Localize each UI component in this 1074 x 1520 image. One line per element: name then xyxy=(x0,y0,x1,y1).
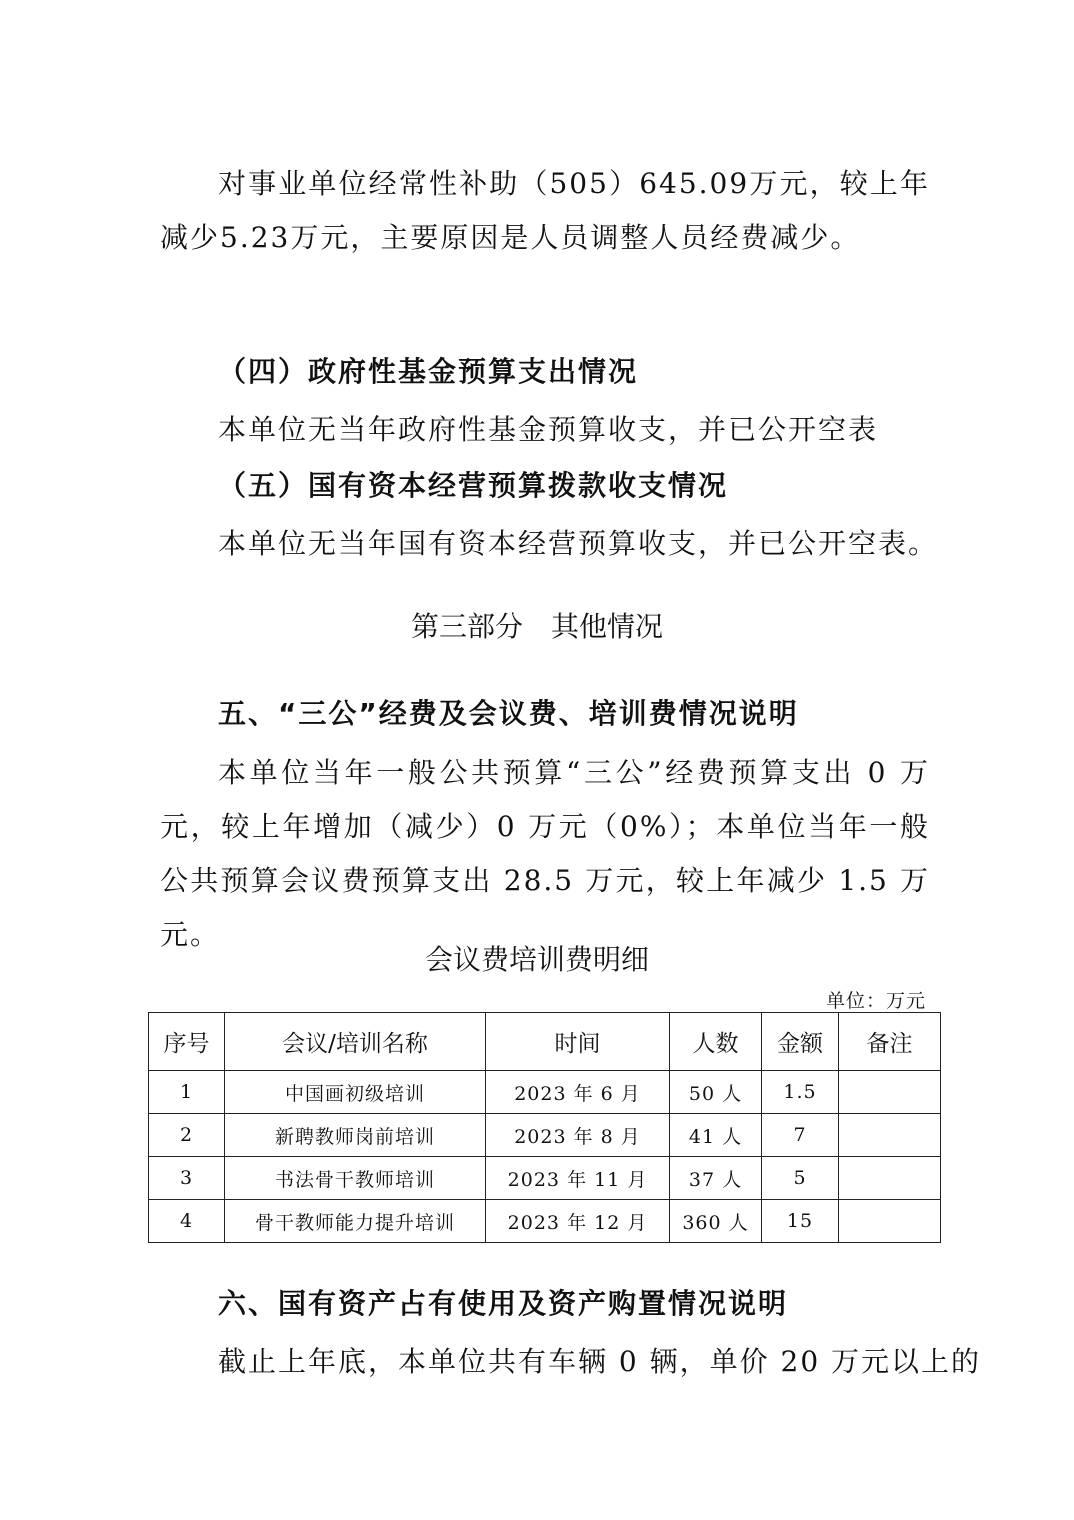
paragraph-assets: 截止上年底，本单位共有车辆 0 辆，单价 20 万元以上的 xyxy=(218,1345,982,1378)
cell-time: 2023 年 11 月 xyxy=(486,1157,670,1200)
cell-remark xyxy=(839,1114,941,1157)
part-three-title: 第三部分 其他情况 xyxy=(410,610,663,643)
cell-index: 1 xyxy=(149,1071,225,1114)
cell-index: 4 xyxy=(149,1200,225,1243)
cell-people: 360 人 xyxy=(670,1200,762,1243)
heading-section-six: 六、国有资产占有使用及资产购置情况说明 xyxy=(218,1287,789,1320)
table-row xyxy=(149,1157,941,1200)
cell-name: 新聘教师岗前培训 xyxy=(225,1114,486,1157)
header-time: 时间 xyxy=(486,1013,670,1071)
table-title: 会议费培训费明细 xyxy=(424,943,649,976)
cell-time: 2023 年 8 月 xyxy=(486,1114,670,1157)
cell-amount: 15 xyxy=(762,1200,839,1243)
header-remark: 备注 xyxy=(839,1013,941,1071)
table-unit: 单位：万元 xyxy=(825,990,926,1012)
paragraph-subsidy: 对事业单位经常性补助（505）645.09万元，较上年减少5.23万元，主要原因是人员调整人员经费减少。 xyxy=(160,167,930,254)
cell-name: 中国画初级培训 xyxy=(225,1071,486,1114)
cell-amount: 5 xyxy=(762,1157,839,1200)
cell-index: 2 xyxy=(149,1114,225,1157)
cell-name: 书法骨干教师培训 xyxy=(225,1157,486,1200)
cell-people: 50 人 xyxy=(670,1071,762,1114)
heading-state-capital: （五）国有资本经营预算拨款收支情况 xyxy=(218,469,729,502)
paragraph-government-fund: 本单位无当年政府性基金预算收支，并已公开空表 xyxy=(218,413,879,446)
meeting-training-table xyxy=(148,1012,941,1243)
heading-government-fund: （四）政府性基金预算支出情况 xyxy=(218,355,639,388)
header-name: 会议/培训名称 xyxy=(225,1013,486,1071)
cell-remark xyxy=(839,1071,941,1114)
header-amount: 金额 xyxy=(762,1013,839,1071)
table-row xyxy=(149,1200,941,1243)
cell-index: 3 xyxy=(149,1157,225,1200)
cell-time: 2023 年 6 月 xyxy=(486,1071,670,1114)
cell-time: 2023 年 12 月 xyxy=(486,1200,670,1243)
heading-section-five: 五、“三公”经费及会议费、培训费情况说明 xyxy=(218,697,799,730)
cell-amount: 1.5 xyxy=(762,1071,839,1114)
paragraph-state-capital: 本单位无当年国有资本经营预算收支，并已公开空表。 xyxy=(218,527,939,560)
table-row xyxy=(149,1114,941,1157)
header-index: 序号 xyxy=(149,1013,225,1071)
cell-remark xyxy=(839,1157,941,1200)
cell-name: 骨干教师能力提升培训 xyxy=(225,1200,486,1243)
cell-amount: 7 xyxy=(762,1114,839,1157)
cell-people: 37 人 xyxy=(670,1157,762,1200)
table-header-row xyxy=(149,1013,941,1071)
header-people: 人数 xyxy=(670,1013,762,1071)
paragraph-three-public-expenses: 本单位当年一般公共预算“三公”经费预算支出 0 万元，较上年增加（减少）0 万元（0%）；本单位当年一般公共预算会议费预算支出 28.5 万元，较上年减少 1.5 万元。 xyxy=(160,756,930,951)
cell-people: 41 人 xyxy=(670,1114,762,1157)
cell-remark xyxy=(839,1200,941,1243)
table-row xyxy=(149,1071,941,1114)
